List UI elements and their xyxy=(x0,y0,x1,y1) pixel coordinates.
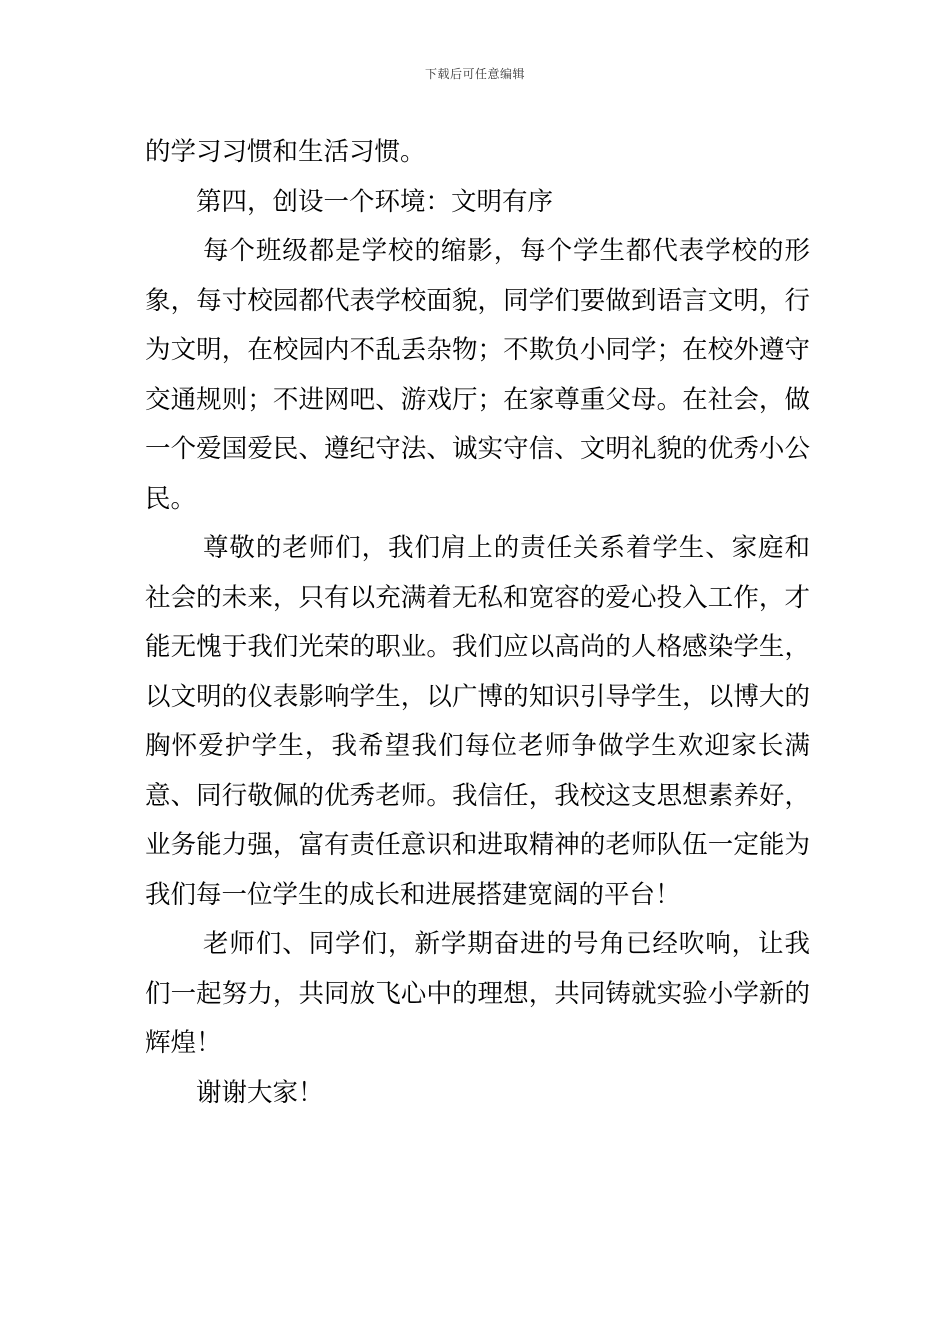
paragraph-environment: 每个班级都是学校的缩影，每个学生都代表学校的形象，每寸校园都代表学校面貌，同学们要做到语言文明，行为文明，在校园内不乱丢杂物；不欺负小同学；在校外遵守交通规则；不进网吧、游戏厅；在家尊重父母。在社会，做一个爱国爱民、遵纪守法、诚实守信、文明礼貌的优秀小公民。 xyxy=(145,236,810,514)
paragraph-continuation: 的学习习惯和生活习惯。 xyxy=(145,137,426,167)
paragraph-closing: 老师们、同学们，新学期奋进的号角已经吹响，让我们一起努力，共同放飞心中的理想，共同铸就实验小学新的辉煌！ xyxy=(145,929,810,1058)
paragraph-teachers: 尊敬的老师们，我们肩上的责任关系着学生、家庭和社会的未来，只有以充满着无私和宽容的爱心投入工作，才能无愧于我们光荣的职业。我们应以高尚的人格感染学生，以文明的仪表影响学生，以广博的知识引导学生，以博大的胸怀爱护学生，我希望我们每位老师争做学生欢迎家长满意、同行敬佩的优秀老师。我信任，我校这支思想素养好，业务能力强，富有责任意识和进取精神的老师队伍一定能为我们每一位学生的成长和进展搭建宽阔的平台！ xyxy=(145,533,810,910)
paragraph-thanks: 谢谢大家！ xyxy=(196,1077,324,1108)
document-body xyxy=(145,128,810,1118)
page-header: 下载后可任意编辑 xyxy=(424,67,525,81)
section-heading-4: 第四，创设一个环境：文明有序 xyxy=(196,186,554,217)
